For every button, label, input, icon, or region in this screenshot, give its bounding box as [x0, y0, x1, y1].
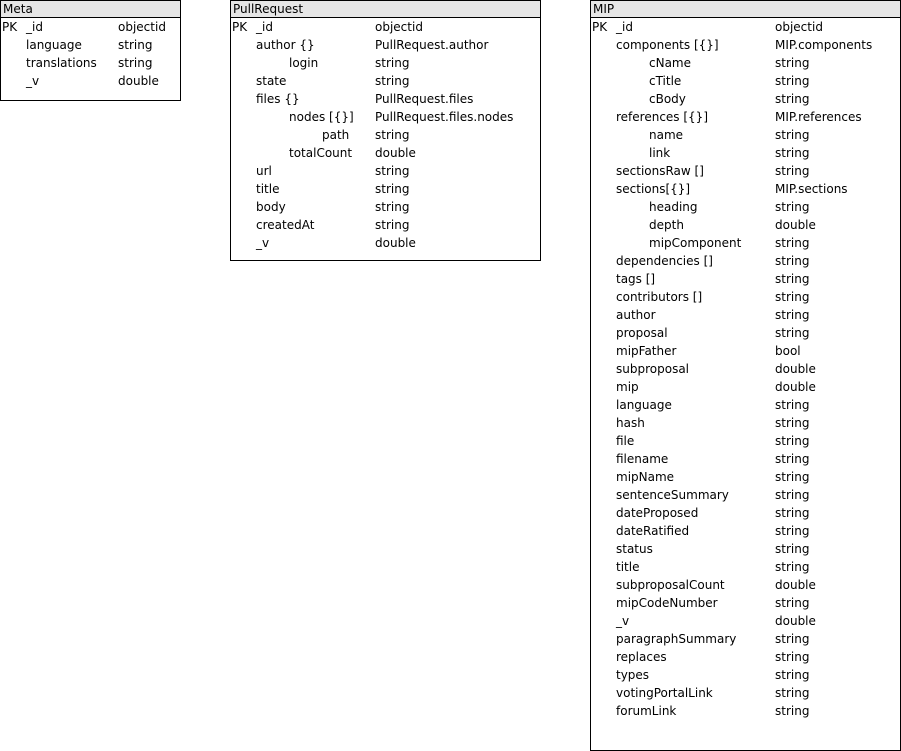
field-name: hash	[616, 416, 645, 430]
field-name: dateRatified	[616, 524, 690, 538]
field-name: dateProposed	[616, 506, 699, 520]
field-type: string	[118, 56, 153, 70]
field-row[interactable]	[591, 126, 900, 144]
field-type: string	[775, 74, 810, 88]
field-name: sentenceSummary	[616, 488, 729, 502]
field-row[interactable]	[591, 468, 900, 486]
field-type: double	[775, 578, 816, 592]
field-type: PullRequest.files.nodes	[375, 110, 514, 124]
field-type: string	[375, 74, 410, 88]
field-type: objectid	[375, 20, 423, 34]
field-type: string	[775, 704, 810, 718]
field-row[interactable]	[591, 396, 900, 414]
field-name: link	[649, 146, 671, 160]
field-name: dependencies []	[616, 254, 713, 268]
entity-title: Meta	[1, 1, 180, 18]
field-name: filename	[616, 452, 669, 466]
field-row[interactable]	[231, 126, 540, 144]
field-type: string	[775, 632, 810, 646]
field-row[interactable]	[591, 342, 900, 360]
field-name: replaces	[616, 650, 667, 664]
field-type: string	[375, 128, 410, 142]
field-row[interactable]	[591, 630, 900, 648]
field-name: contributors []	[616, 290, 703, 304]
field-type: string	[775, 128, 810, 142]
field-name: sections[{}]	[616, 182, 691, 196]
field-name: body	[256, 200, 286, 214]
field-row[interactable]	[591, 576, 900, 594]
field-name: _id	[26, 20, 43, 34]
field-name: files {}	[256, 92, 300, 106]
field-row[interactable]	[231, 144, 540, 162]
field-row[interactable]	[591, 216, 900, 234]
field-type: MIP.components	[775, 38, 873, 52]
field-name: subproposal	[616, 362, 690, 376]
field-row[interactable]	[591, 90, 900, 108]
field-type: string	[775, 92, 810, 106]
field-row[interactable]	[591, 198, 900, 216]
field-type: string	[375, 218, 410, 232]
field-name: state	[256, 74, 287, 88]
field-list	[1, 18, 180, 90]
field-row[interactable]	[591, 702, 900, 720]
field-row[interactable]	[1, 72, 180, 90]
field-type: string	[775, 434, 810, 448]
entity-meta[interactable]	[0, 0, 181, 101]
field-name: createdAt	[256, 218, 315, 232]
field-name: author {}	[256, 38, 315, 52]
field-row[interactable]	[591, 162, 900, 180]
field-row[interactable]	[591, 234, 900, 252]
field-name: heading	[649, 200, 698, 214]
field-row[interactable]	[231, 90, 540, 108]
field-key: PK	[232, 20, 248, 34]
field-name: mipComponent	[649, 236, 742, 250]
field-name: language	[26, 38, 82, 52]
field-type: string	[375, 164, 410, 178]
field-type: string	[775, 56, 810, 70]
field-name: translations	[26, 56, 97, 70]
field-type: string	[775, 452, 810, 466]
field-type: MIP.references	[775, 110, 862, 124]
field-type: string	[775, 290, 810, 304]
field-type: double	[775, 614, 816, 628]
field-name: mip	[616, 380, 639, 394]
field-name: totalCount	[289, 146, 353, 160]
field-row[interactable]	[1, 36, 180, 54]
field-type: string	[775, 506, 810, 520]
field-row[interactable]	[591, 378, 900, 396]
field-row[interactable]	[591, 324, 900, 342]
field-type: string	[775, 236, 810, 250]
field-type: string	[775, 164, 810, 178]
field-name: name	[649, 128, 684, 142]
field-name: _id	[256, 20, 273, 34]
field-row[interactable]	[1, 18, 180, 36]
field-type: objectid	[118, 20, 166, 34]
field-type: string	[775, 254, 810, 268]
field-name: _v	[26, 74, 40, 88]
field-type: string	[775, 686, 810, 700]
entity-mip[interactable]	[590, 0, 901, 751]
field-name: sectionsRaw []	[616, 164, 704, 178]
field-type: string	[775, 470, 810, 484]
field-name: proposal	[616, 326, 668, 340]
field-name: forumLink	[616, 704, 677, 718]
field-type: bool	[775, 344, 801, 358]
field-type: double	[118, 74, 159, 88]
field-row[interactable]	[591, 540, 900, 558]
field-type: string	[118, 38, 153, 52]
field-type: string	[775, 542, 810, 556]
field-type: string	[775, 272, 810, 286]
field-type: string	[375, 200, 410, 214]
field-name: references [{}]	[616, 110, 708, 124]
field-row[interactable]	[591, 36, 900, 54]
field-name: cBody	[649, 92, 686, 106]
field-name: title	[256, 182, 280, 196]
field-type: double	[375, 146, 416, 160]
field-type: string	[775, 596, 810, 610]
field-name: nodes [{}]	[289, 110, 354, 124]
field-row[interactable]	[231, 234, 540, 252]
field-name: components [{}]	[616, 38, 719, 52]
entity-pullrequest[interactable]	[230, 0, 541, 261]
entity-title: MIP	[591, 1, 900, 18]
field-type: string	[775, 308, 810, 322]
field-type: double	[775, 218, 816, 232]
field-type: string	[775, 650, 810, 664]
field-key: PK	[2, 20, 18, 34]
field-name: _v	[616, 614, 630, 628]
field-name: cName	[649, 56, 691, 70]
field-type: double	[775, 362, 816, 376]
field-name: author	[616, 308, 656, 322]
field-name: title	[616, 560, 640, 574]
field-type: string	[375, 56, 410, 70]
field-type: string	[775, 146, 810, 160]
field-type: string	[775, 668, 810, 682]
field-type: string	[775, 326, 810, 340]
field-row[interactable]	[591, 180, 900, 198]
entity-title: PullRequest	[231, 1, 540, 18]
field-row[interactable]	[231, 72, 540, 90]
field-row[interactable]	[591, 612, 900, 630]
field-row[interactable]	[591, 504, 900, 522]
field-type: objectid	[775, 20, 823, 34]
field-row[interactable]	[591, 594, 900, 612]
field-row[interactable]	[231, 108, 540, 126]
field-name: tags []	[616, 272, 656, 286]
field-name: mipFather	[616, 344, 677, 358]
field-type: string	[775, 488, 810, 502]
field-name: types	[616, 668, 650, 682]
field-row[interactable]	[591, 666, 900, 684]
field-row[interactable]	[591, 72, 900, 90]
field-name: status	[616, 542, 653, 556]
field-type: string	[775, 398, 810, 412]
field-name: _id	[616, 20, 633, 34]
field-name: language	[616, 398, 672, 412]
field-type: double	[375, 236, 416, 250]
field-name: votingPortalLink	[616, 686, 713, 700]
field-row[interactable]	[231, 180, 540, 198]
field-row[interactable]	[231, 18, 540, 36]
field-list	[591, 18, 900, 720]
field-name: mipCodeNumber	[616, 596, 718, 610]
field-row[interactable]	[591, 414, 900, 432]
field-row[interactable]	[591, 108, 900, 126]
field-row[interactable]	[591, 648, 900, 666]
field-type: PullRequest.files	[375, 92, 474, 106]
field-row[interactable]	[591, 432, 900, 450]
field-row[interactable]	[591, 558, 900, 576]
field-row[interactable]	[1, 54, 180, 72]
field-row[interactable]	[591, 144, 900, 162]
field-row[interactable]	[231, 198, 540, 216]
field-row[interactable]	[591, 306, 900, 324]
field-type: double	[775, 380, 816, 394]
field-row[interactable]	[591, 288, 900, 306]
field-row[interactable]	[231, 36, 540, 54]
field-row[interactable]	[591, 522, 900, 540]
field-name: paragraphSummary	[616, 632, 737, 646]
field-row[interactable]	[231, 162, 540, 180]
field-row[interactable]	[231, 216, 540, 234]
field-name: cTitle	[649, 74, 682, 88]
field-name: depth	[649, 218, 684, 232]
field-type: string	[775, 524, 810, 538]
field-row[interactable]	[231, 54, 540, 72]
field-row[interactable]	[591, 450, 900, 468]
field-row[interactable]	[591, 684, 900, 702]
field-type: PullRequest.author	[375, 38, 489, 52]
field-name: mipName	[616, 470, 675, 484]
field-row[interactable]	[591, 270, 900, 288]
field-name: subproposalCount	[616, 578, 725, 592]
field-name: file	[616, 434, 635, 448]
field-row[interactable]	[591, 486, 900, 504]
field-name: login	[289, 56, 319, 70]
field-type: string	[775, 560, 810, 574]
field-row[interactable]	[591, 252, 900, 270]
field-row[interactable]	[591, 18, 900, 36]
field-list	[231, 18, 540, 252]
field-name: path	[322, 128, 350, 142]
field-type: MIP.sections	[775, 182, 848, 196]
field-key: PK	[592, 20, 608, 34]
field-row[interactable]	[591, 360, 900, 378]
field-type: string	[775, 200, 810, 214]
field-name: url	[256, 164, 272, 178]
field-type: string	[775, 416, 810, 430]
field-type: string	[375, 182, 410, 196]
field-name: _v	[256, 236, 270, 250]
field-row[interactable]	[591, 54, 900, 72]
